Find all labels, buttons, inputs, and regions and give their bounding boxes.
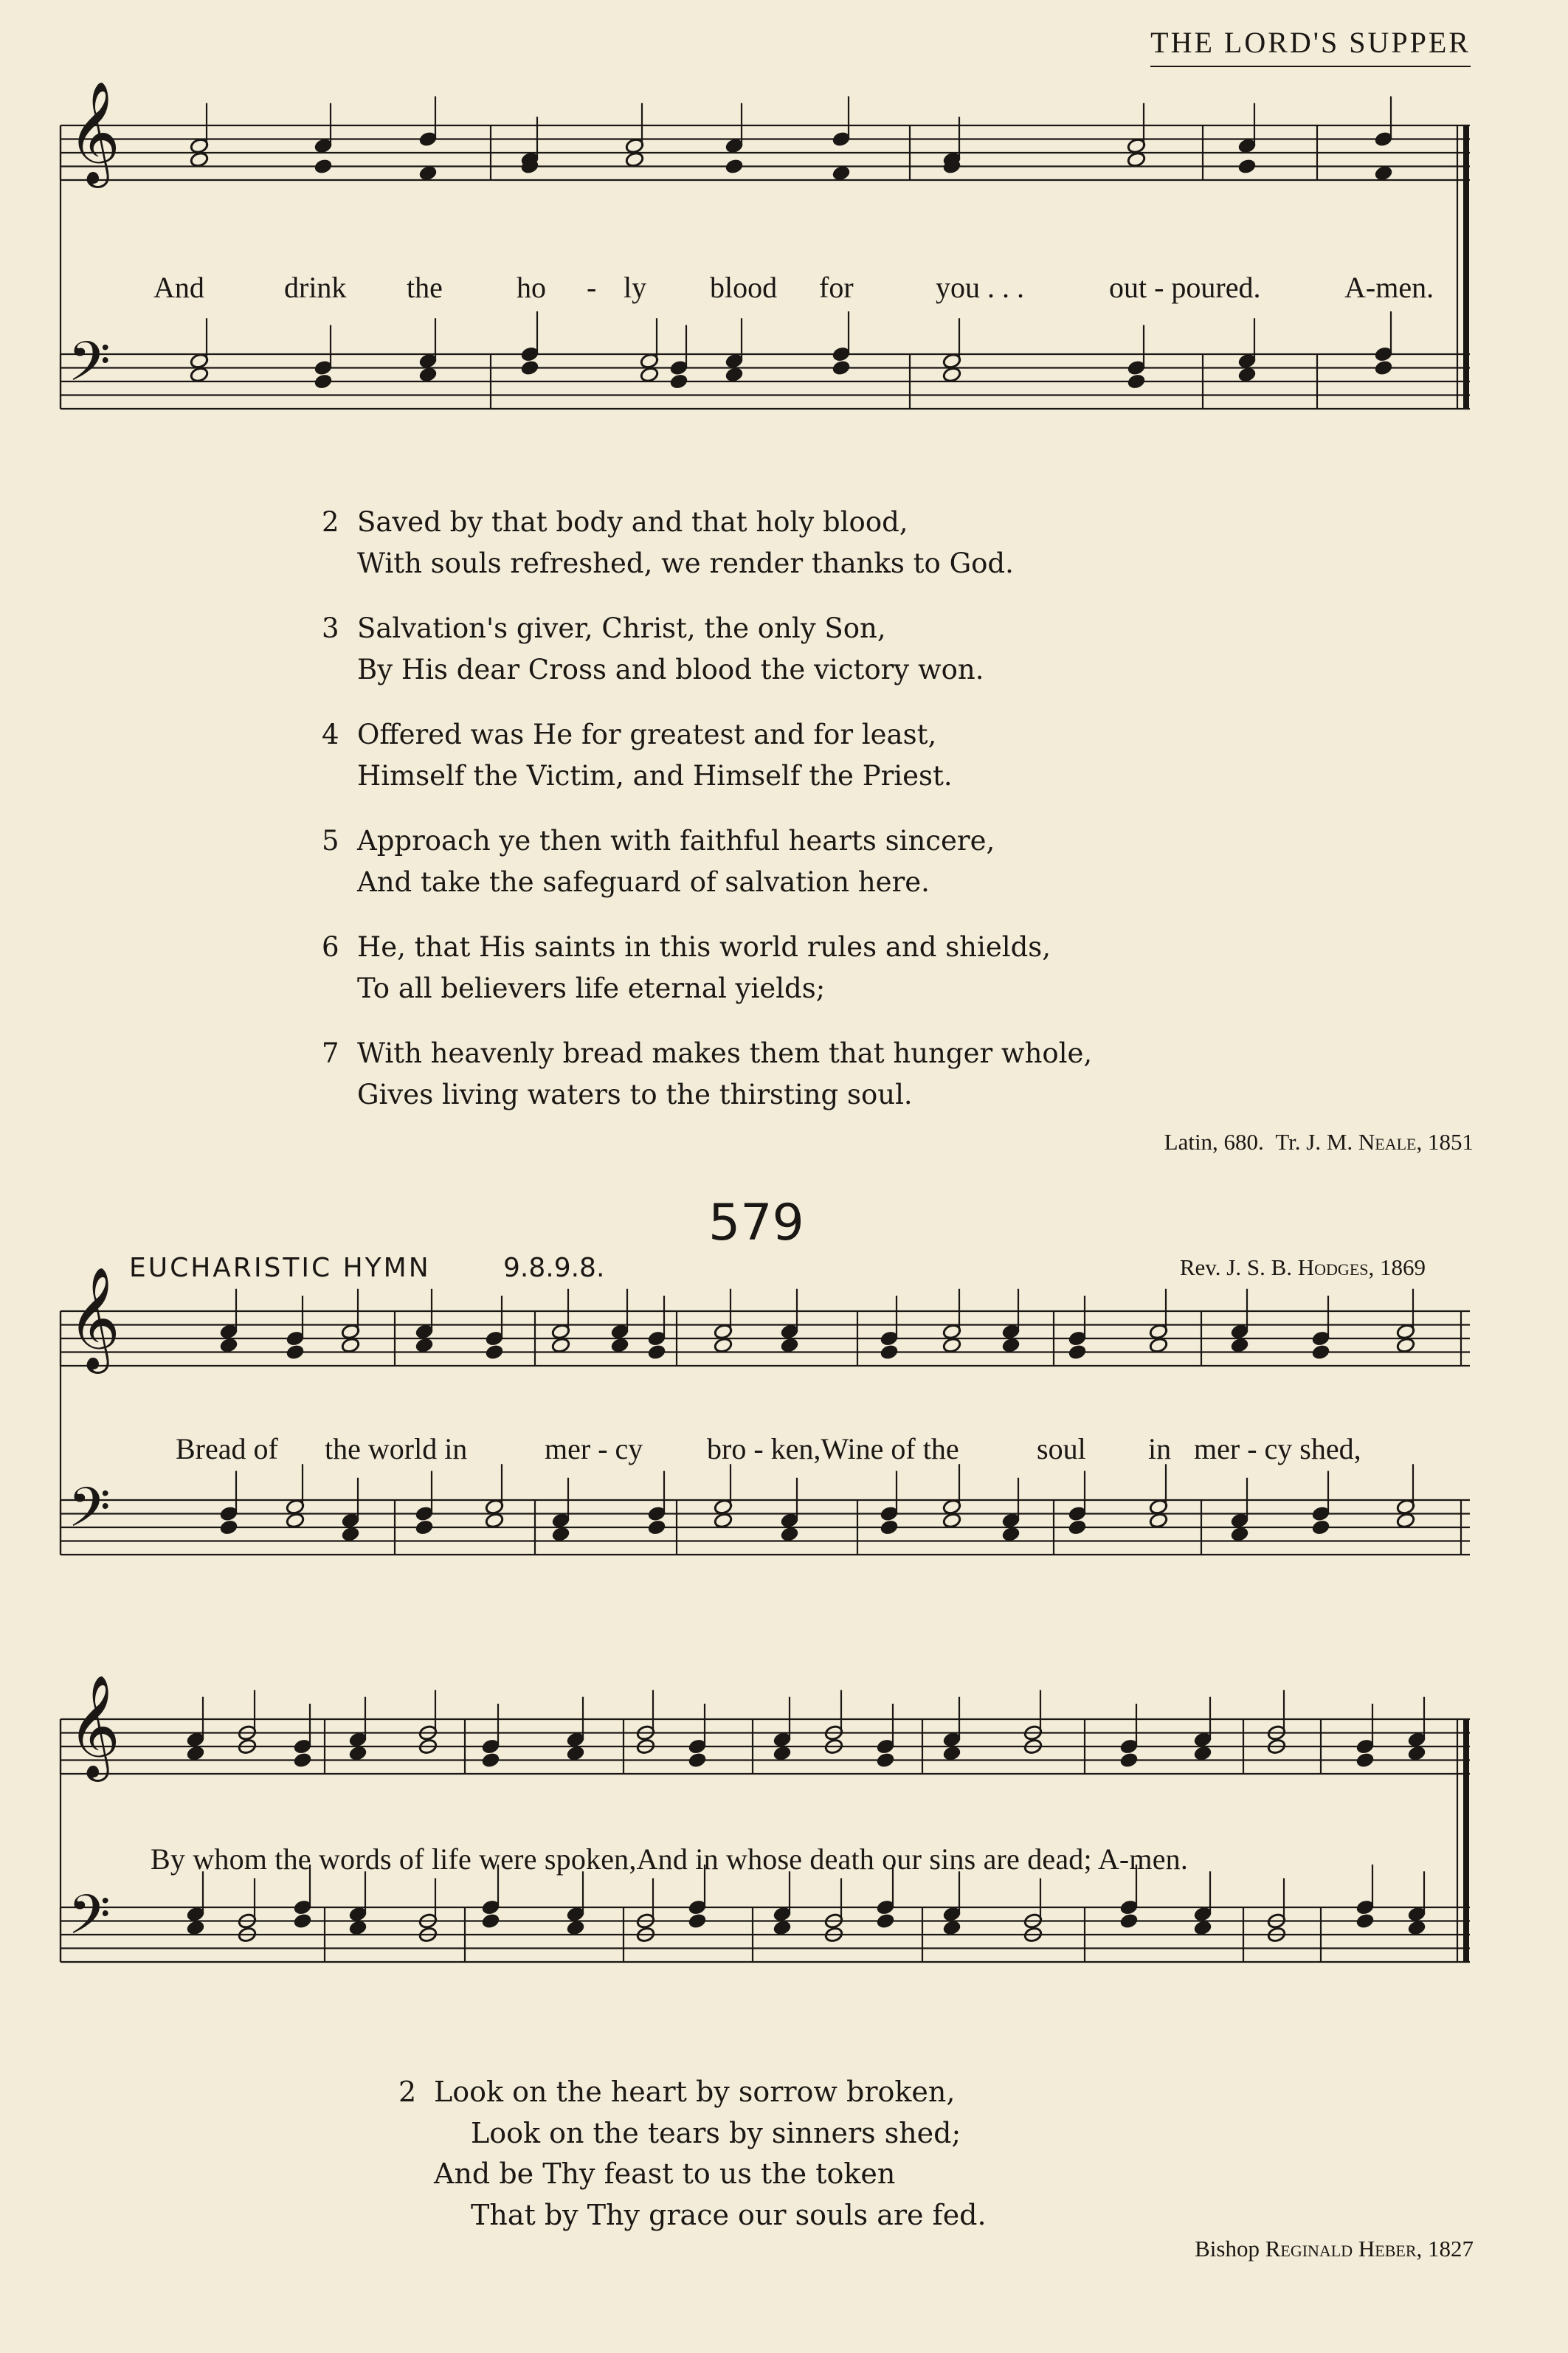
lyric-word: ly (624, 271, 647, 304)
lyric-word: ho (517, 271, 546, 304)
final-barline-thick (1463, 1719, 1469, 1962)
quarter-note (1127, 373, 1146, 390)
lyric-word: out - poured. (1109, 271, 1261, 304)
half-note (942, 1512, 961, 1529)
quarter-note (186, 1919, 205, 1936)
bass-staff-3 (61, 1907, 1470, 1962)
quarter-note (293, 1913, 312, 1929)
lyric-word: the (407, 271, 443, 304)
quarter-note (1355, 1752, 1375, 1769)
verse-5: 5 Approach ye then with faithful hearts sincere, And take the safeguard of salvation here. (322, 825, 995, 898)
quarter-note (942, 1919, 961, 1936)
verse-3: 3 Salvation's giver, Christ, the only Son, By His dear Cross and blood the victory won. (322, 612, 984, 685)
bass-clef: 𝄢 (68, 1476, 111, 1553)
treble-clef: 𝄞 (68, 1675, 120, 1777)
quarter-note (1374, 165, 1393, 182)
lyric-word: mer - cy shed, (1194, 1432, 1361, 1465)
top-hymn-attribution: Latin, 680. Tr. J. M. Neale, 1851 (1164, 1129, 1474, 1155)
hymn-579-verse-2: 2 Look on the heart by sorrow broken, Look on the tears by sinners shed; And be Thy feast to us the token That by Thy grace our souls are fed. (398, 2076, 987, 2231)
quarter-note (286, 1344, 305, 1361)
quarter-note (520, 359, 539, 376)
quarter-note (348, 1919, 367, 1936)
quarter-note (415, 1337, 434, 1354)
treble-staff-2 (61, 1311, 1470, 1366)
half-note (286, 1512, 305, 1529)
quarter-note (1355, 1913, 1375, 1929)
quarter-note (876, 1752, 895, 1769)
quarter-note (1119, 1752, 1139, 1769)
quarter-note (481, 1752, 500, 1769)
quarter-note (1311, 1519, 1330, 1536)
quarter-note (647, 1519, 666, 1536)
quarter-note (348, 1745, 367, 1762)
quarter-note (418, 165, 438, 182)
verse-7: 7 With heavenly bread makes them that hunger whole, Gives living waters to the thirsting soul. (322, 1037, 1093, 1110)
quarter-note (942, 1745, 961, 1762)
quarter-note (485, 1344, 504, 1361)
quarter-note (1311, 1344, 1330, 1361)
quarter-note (773, 1745, 792, 1762)
half-note (942, 366, 961, 383)
bass-clef: 𝄢 (68, 1883, 111, 1960)
half-note (1149, 1337, 1168, 1354)
half-note (1127, 151, 1146, 168)
lyric-word: for (819, 271, 854, 304)
quarter-note (688, 1752, 707, 1769)
lyric-word: mer - cy (545, 1432, 643, 1465)
quarter-note (610, 1337, 629, 1354)
half-note (625, 151, 644, 168)
treble-clef: 𝄞 (68, 1267, 120, 1369)
hymn-number: 579 (708, 1194, 804, 1252)
quarter-note (1374, 359, 1393, 376)
hymn-579-author: Bishop Reginald Heber, 1827 (1195, 2236, 1474, 2262)
quarter-note (725, 366, 744, 383)
quarter-note (780, 1337, 799, 1354)
bass-staff-2 (61, 1500, 1470, 1555)
verse-4: 4 Offered was He for greatest and for least, Himself the Victim, and Himself the Priest. (322, 719, 953, 792)
half-note (190, 151, 209, 168)
half-note (942, 1337, 961, 1354)
quarter-note (1119, 1913, 1139, 1929)
half-note (190, 366, 209, 383)
quarter-note (314, 158, 333, 175)
verse-6: 6 He, that His saints in this world rules and shields, To all believers life eternal yields; (322, 931, 1051, 1004)
quarter-note (1068, 1344, 1087, 1361)
quarter-note (669, 373, 688, 390)
quarter-note (832, 165, 851, 182)
quarter-note (1230, 1337, 1249, 1354)
quarter-note (780, 1526, 799, 1543)
lyric-word: drink (284, 271, 347, 304)
treble-staff-3 (61, 1719, 1470, 1774)
half-note (640, 366, 659, 383)
lyric-word: A-men. (1344, 271, 1434, 304)
quarter-note (566, 1919, 585, 1936)
quarter-note (725, 158, 744, 175)
half-note (485, 1512, 504, 1529)
bass-staff-1 (61, 354, 1470, 409)
quarter-note (1001, 1526, 1020, 1543)
running-head: THE LORD'S SUPPER (1150, 25, 1471, 67)
quarter-note (1237, 366, 1257, 383)
quarter-note (1407, 1745, 1426, 1762)
lyric-word: - (587, 271, 597, 304)
lyric-word: Bread of (176, 1432, 278, 1465)
quarter-note (1193, 1745, 1212, 1762)
half-note (714, 1512, 733, 1529)
quarter-note (1230, 1526, 1249, 1543)
half-note (1149, 1512, 1168, 1529)
quarter-note (1193, 1919, 1212, 1936)
quarter-note (1001, 1337, 1020, 1354)
lyric-word: And (153, 271, 204, 304)
quarter-note (314, 373, 333, 390)
quarter-note (415, 1519, 434, 1536)
meter: 9.8.9.8. (503, 1253, 605, 1283)
tune-name: EUCHARISTIC HYMN (129, 1253, 431, 1283)
quarter-note (773, 1919, 792, 1936)
quarter-note (219, 1519, 238, 1536)
bass-clef: 𝄢 (68, 330, 111, 407)
half-note (341, 1337, 360, 1354)
quarter-note (876, 1913, 895, 1929)
quarter-note (1068, 1519, 1087, 1536)
quarter-note (341, 1526, 360, 1543)
quarter-note (880, 1519, 899, 1536)
quarter-note (418, 366, 438, 383)
lyric-word: blood (710, 271, 778, 304)
quarter-note (1237, 158, 1257, 175)
quarter-note (832, 359, 851, 376)
treble-staff-1 (61, 125, 1470, 180)
lyric-line: By whom the words of life were spoken,And in whose death our sins are dead; A-men. (151, 1842, 1189, 1876)
quarter-note (566, 1745, 585, 1762)
lyric-word: you . . . (936, 271, 1024, 304)
quarter-note (481, 1913, 500, 1929)
quarter-note (219, 1337, 238, 1354)
quarter-note (688, 1913, 707, 1929)
lyric-word: soul (1037, 1432, 1086, 1465)
composer: Rev. J. S. B. Hodges, 1869 (1179, 1254, 1426, 1280)
treble-clef: 𝄞 (68, 81, 120, 184)
quarter-note (880, 1344, 899, 1361)
half-note (551, 1337, 570, 1354)
quarter-note (1407, 1919, 1426, 1936)
quarter-note (551, 1526, 570, 1543)
lyric-word: the world in (325, 1432, 468, 1465)
quarter-note (293, 1752, 312, 1769)
quarter-note (647, 1344, 666, 1361)
quarter-note (186, 1745, 205, 1762)
half-note (1396, 1512, 1415, 1529)
lyric-word: bro - ken,Wine of the (707, 1432, 959, 1465)
verse-2: 2 Saved by that body and that holy blood, With souls refreshed, we render thanks to God. (322, 506, 1014, 579)
half-note (1396, 1337, 1415, 1354)
half-note (714, 1337, 733, 1354)
lyric-word: in (1148, 1432, 1172, 1465)
final-barline-thick (1463, 125, 1469, 409)
